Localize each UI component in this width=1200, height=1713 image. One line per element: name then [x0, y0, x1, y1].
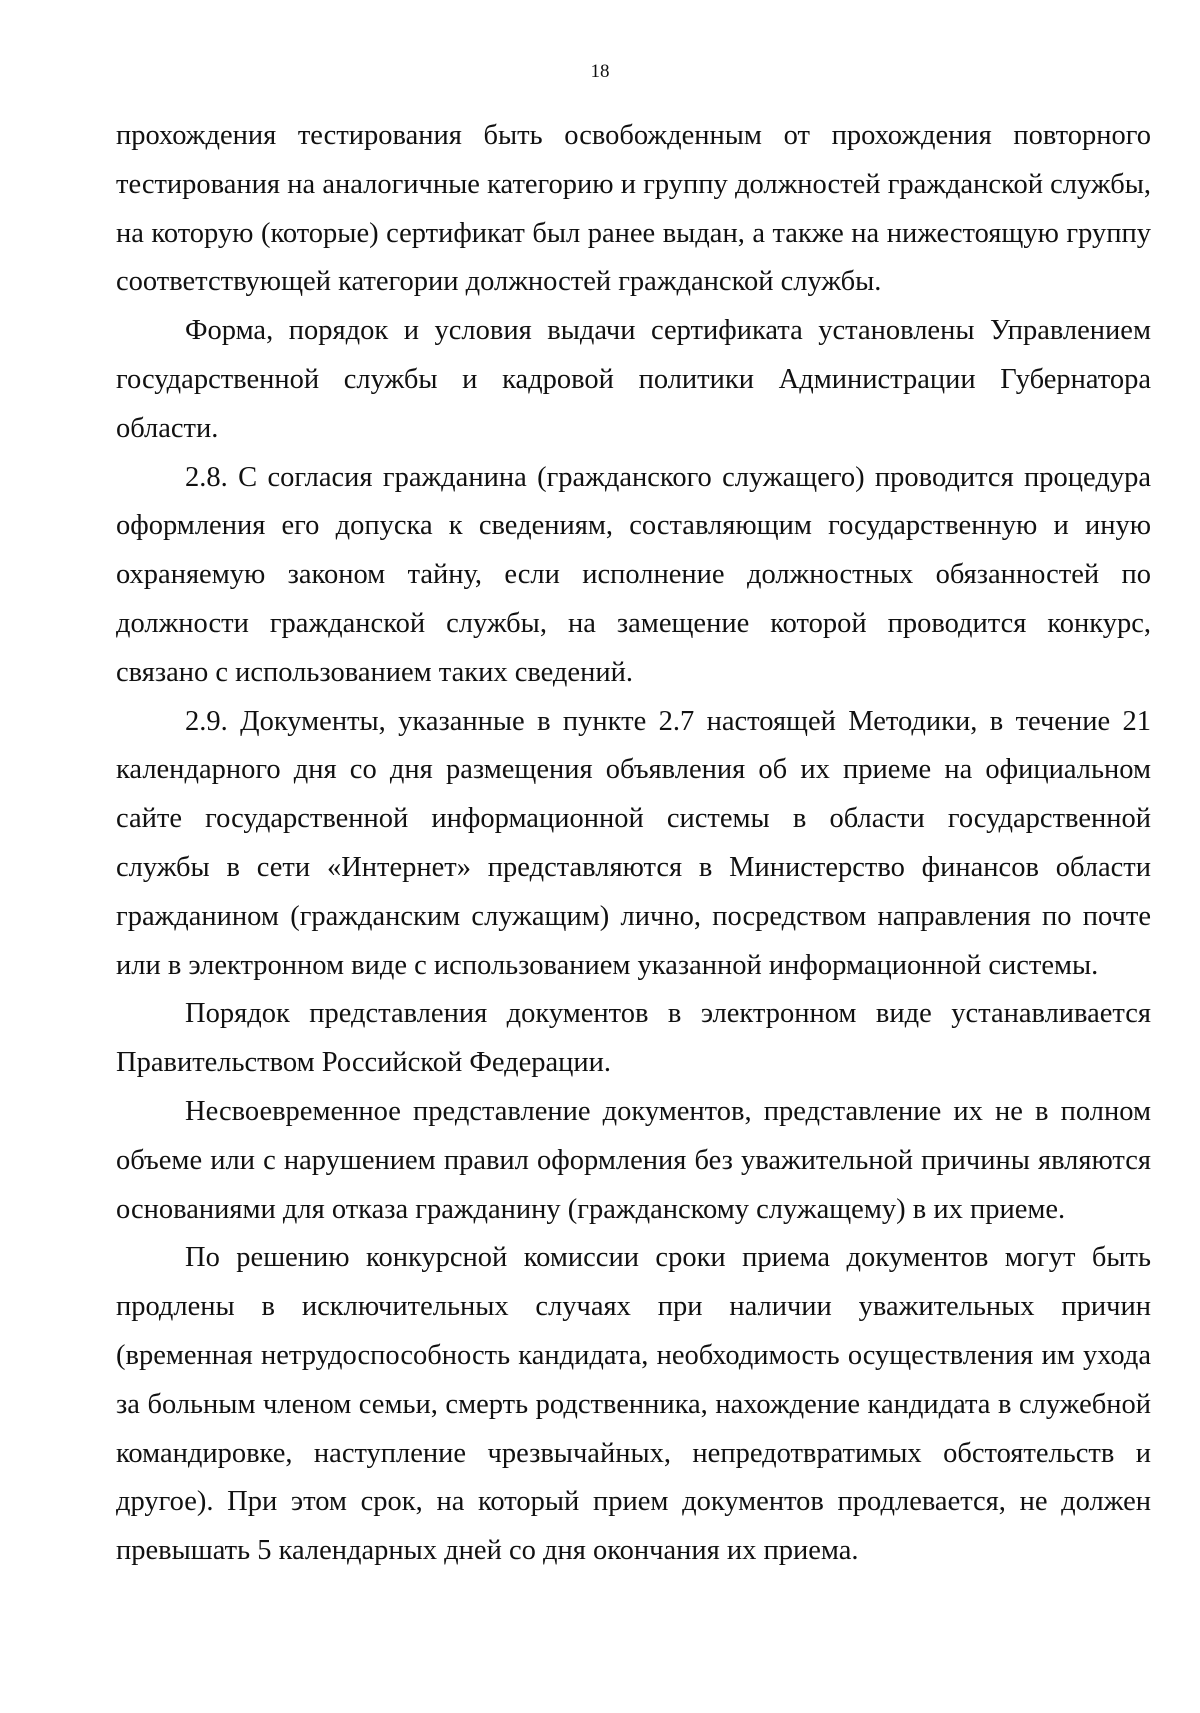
paragraph-2-8: 2.8. С согласия гражданина (гражданского служащего) проводится процедура оформления его допуска к сведениям, составляющим государственную и иную охраняемую законом тайну, если исполнение должностных обязанностей по должности гражданской службы, на замещение которой проводится конкурс, связано с использованием таких сведений.: [116, 461, 1151, 688]
paragraph-electronic-procedure: Порядок представления документов в электронном виде устанавливается Правительством Российской Федерации.: [116, 998, 1151, 1079]
paragraph-continuation: прохождения тестирования быть освобожденным от прохождения повторного тестирования на аналогичные категорию и группу должностей гражданской службы, на которую (которые) сертификат был ранее выдан, а также на нижестоящую группу соответствующей категории должностей гражданской службы.: [116, 120, 1151, 298]
paragraph-certificate-form: Форма, порядок и условия выдачи сертификата установлены Управлением государственной службы и кадровой политики Администрации Губернатора области.: [116, 315, 1151, 444]
page-number: 18: [590, 61, 610, 82]
paragraph-2-9: 2.9. Документы, указанные в пункте 2.7 настоящей Методики, в течение 21 календарного дня со дня размещения объявления об их приеме на официальном сайте государственной информационной системы в области государственной службы в сети «Интернет» представляются в Министерство финансов области гражданином (гражданским служащим) лично, посредством направления по почте или в электронном виде с использованием указанной информационной системы.: [116, 705, 1151, 981]
paragraph-refusal-grounds: Несвоевременное представление документов, представление их не в полном объеме или с нарушением правил оформления без уважительной причины являются основаниями для отказа гражданину (гражданскому служащему) в их приеме.: [116, 1095, 1151, 1225]
paragraph-extension: По решению конкурсной комиссии сроки приема документов могут быть продлены в исключительных случаях при наличии уважительных причин (временная нетрудоспособность кандидата, необходимость осуществления им ухода за больным членом семьи, смерть родственника, нахождение кандидата в служебной командировке, наступление чрезвычайных, непредотвратимых обстоятельств и другое). При этом срок, на который прием документов продлевается, не должен превышать 5 календарных дней со дня окончания их приема.: [116, 1242, 1151, 1567]
document-body: [116, 112, 1151, 1576]
